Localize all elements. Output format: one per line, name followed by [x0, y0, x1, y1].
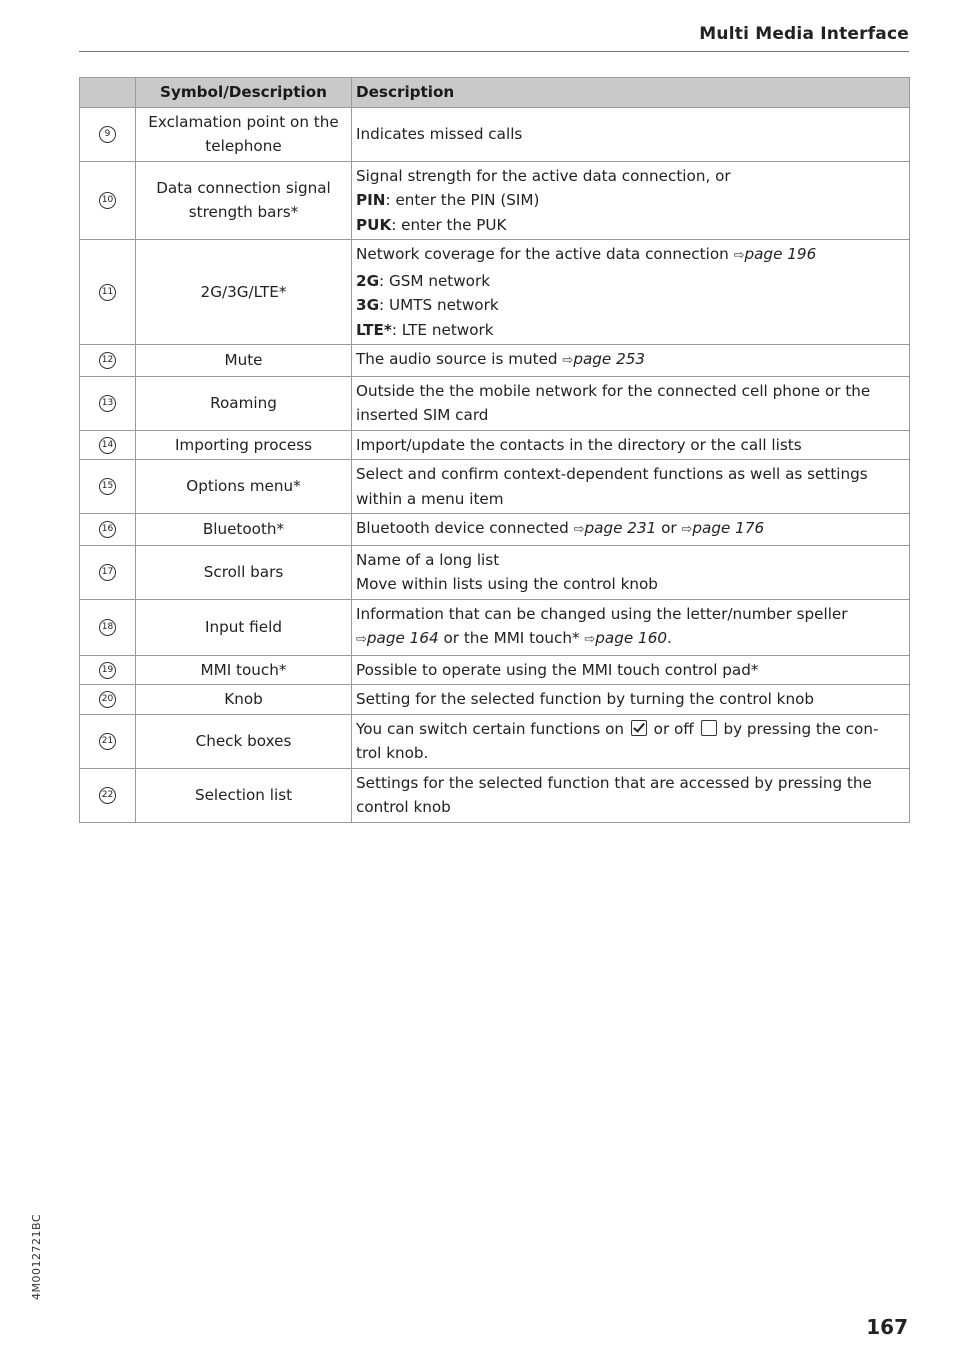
description-text: within a menu item	[356, 489, 504, 508]
term-text: : enter the PUK	[391, 215, 507, 234]
description-text	[356, 213, 905, 238]
description-cell	[352, 714, 910, 768]
item-number-icon: 14	[99, 437, 116, 454]
description-text	[356, 188, 905, 213]
page-reference-link[interactable]: page 196	[744, 245, 817, 263]
page-reference-link[interactable]: page 231	[584, 519, 657, 537]
description-cell	[352, 655, 910, 685]
item-number-icon: 11	[99, 284, 116, 301]
page-number: 167	[866, 1315, 908, 1339]
page-header-title: Multi Media Interface	[699, 24, 909, 44]
page-reference-arrow-icon: ⇨	[733, 248, 745, 263]
description-cell	[352, 161, 910, 240]
symbol-text: Importing process	[174, 435, 313, 454]
symbol-text: telephone	[205, 137, 282, 155]
table-row	[80, 545, 910, 599]
description-text: control knob	[356, 798, 451, 816]
symbol-text: Exclamation point on the	[148, 112, 339, 131]
term-label: PUK	[356, 215, 392, 234]
header-description: Description	[352, 78, 910, 108]
header-num-cell	[80, 78, 136, 108]
symbol-text: Options menu*	[186, 477, 301, 496]
term-text: : GSM network	[379, 271, 491, 290]
symbol-cell	[136, 376, 352, 430]
description-text	[356, 516, 905, 543]
description-cell	[352, 768, 910, 822]
description-cell	[352, 514, 910, 546]
description-text: Possible to operate using the MMI touch control pad*	[356, 660, 759, 679]
symbol-text: 2G/3G/LTE*	[200, 282, 287, 301]
description-cell	[352, 376, 910, 430]
item-number-icon: 22	[99, 787, 116, 804]
symbol-cell	[136, 685, 352, 715]
symbol-text: MMI touch*	[200, 660, 287, 679]
item-number-icon: 19	[99, 662, 116, 679]
description-text: The audio source is muted	[356, 350, 558, 368]
symbol-text: Roaming	[210, 393, 277, 412]
symbol-text: Scroll bars	[203, 562, 284, 581]
item-number-icon: 15	[99, 478, 116, 495]
table-row	[80, 768, 910, 822]
symbol-cell	[136, 545, 352, 599]
table-row	[80, 345, 910, 377]
symbol-cell	[136, 599, 352, 655]
symbol-text: Bluetooth*	[202, 520, 285, 538]
symbol-text: Data connection signal	[156, 178, 331, 197]
symbol-cell	[136, 768, 352, 822]
symbol-cell	[136, 714, 352, 768]
symbol-text: Input field	[205, 617, 282, 636]
table-header-row	[80, 78, 910, 108]
page-reference-link[interactable]: page 176	[692, 519, 765, 537]
page-reference-arrow-icon: ⇨	[356, 632, 367, 647]
table-row	[80, 240, 910, 345]
term-label: 2G	[356, 271, 380, 290]
page-reference-arrow-icon: ⇨	[584, 632, 596, 647]
header-divider	[79, 51, 909, 52]
description-cell	[352, 685, 910, 715]
description-text: Name of a long list	[356, 550, 500, 569]
document-code: 4M0012721BC	[30, 1213, 43, 1300]
symbol-text: Knob	[224, 690, 263, 708]
symbol-text: Check boxes	[195, 731, 292, 750]
symbol-text: Mute	[224, 351, 263, 369]
description-text: Indicates missed calls	[356, 124, 523, 143]
description-text: Bluetooth device connected	[356, 519, 569, 537]
description-cell	[352, 545, 910, 599]
symbol-cell	[136, 345, 352, 377]
symbol-cell	[136, 514, 352, 546]
description-text: You can switch certain functions on	[356, 719, 624, 738]
term-text: : enter the PIN (SIM)	[385, 191, 540, 209]
symbol-cell	[136, 240, 352, 345]
description-cell	[352, 599, 910, 655]
description-text: Select and confirm context-dependent functions as well as settings	[356, 465, 868, 483]
page-reference-arrow-icon: ⇨	[681, 522, 693, 537]
term-text: : LTE network	[391, 320, 494, 339]
checked-checkbox-icon	[631, 720, 647, 736]
description-cell	[352, 460, 910, 514]
item-number-icon: 18	[99, 619, 116, 636]
description-text: or off	[653, 719, 694, 738]
term-label: 3G	[356, 296, 380, 314]
description-text: Settings for the selected function that are accessed by pressing the	[356, 773, 872, 792]
page-reference-link[interactable]: page 160	[595, 629, 668, 647]
table-row	[80, 107, 910, 161]
description-text: Network coverage for the active data connection	[356, 245, 729, 263]
symbol-text: strength bars*	[188, 203, 299, 222]
page-reference-link[interactable]: page 253	[573, 350, 646, 368]
description-text: Signal strength for the active data connection, or	[356, 166, 731, 185]
description-text: Information that can be changed using the letter/number speller	[356, 604, 848, 623]
table-row	[80, 714, 910, 768]
unchecked-checkbox-icon	[701, 720, 717, 736]
term-label: LTE*	[356, 320, 392, 339]
description-text	[356, 293, 905, 318]
description-text: by pressing the con-	[723, 719, 879, 738]
table-row	[80, 430, 910, 460]
item-number-icon: 13	[99, 395, 116, 412]
item-number-icon: 20	[99, 691, 116, 708]
description-text: Outside the the mobile network for the connected cell phone or the	[356, 381, 871, 400]
description-text: inserted SIM card	[356, 406, 489, 424]
item-number-icon: 10	[99, 192, 116, 209]
description-text	[356, 717, 905, 742]
table-row	[80, 514, 910, 546]
item-number-icon: 17	[99, 564, 116, 581]
symbol-cell	[136, 655, 352, 685]
description-text	[356, 347, 905, 374]
description-text: Move within lists using the control knob	[356, 575, 658, 593]
symbol-cell	[136, 460, 352, 514]
term-text: : UMTS network	[379, 296, 499, 314]
symbol-description-table	[79, 77, 910, 823]
description-text	[356, 318, 905, 343]
symbol-cell	[136, 430, 352, 460]
description-text: trol knob.	[356, 744, 429, 762]
symbol-cell	[136, 161, 352, 240]
page-reference-arrow-icon: ⇨	[562, 353, 574, 368]
term-label: PIN	[356, 191, 386, 209]
table-row	[80, 460, 910, 514]
header-symbol-description: Symbol/Description	[136, 78, 352, 108]
symbol-text: Selection list	[194, 785, 293, 804]
description-cell	[352, 430, 910, 460]
item-number-icon: 21	[99, 733, 116, 750]
table-row	[80, 376, 910, 430]
item-number-icon: 9	[99, 126, 116, 143]
symbol-cell	[136, 107, 352, 161]
description-text: .	[667, 629, 672, 647]
item-number-icon: 12	[99, 352, 116, 369]
description-text: Setting for the selected function by turning the control knob	[356, 690, 815, 708]
description-text: or	[661, 519, 677, 537]
description-cell	[352, 240, 910, 345]
description-text	[356, 269, 905, 294]
page-reference-link[interactable]: page 164	[366, 629, 439, 647]
description-cell	[352, 107, 910, 161]
table-row	[80, 655, 910, 685]
table-row	[80, 599, 910, 655]
description-text	[356, 626, 905, 653]
page-reference-arrow-icon: ⇨	[573, 522, 585, 537]
description-text: or the MMI touch*	[443, 629, 580, 647]
description-text	[356, 242, 905, 269]
item-number-icon: 16	[99, 521, 116, 538]
table-row	[80, 161, 910, 240]
table-row	[80, 685, 910, 715]
description-cell	[352, 345, 910, 377]
description-text: Import/update the contacts in the directory or the call lists	[356, 435, 802, 454]
